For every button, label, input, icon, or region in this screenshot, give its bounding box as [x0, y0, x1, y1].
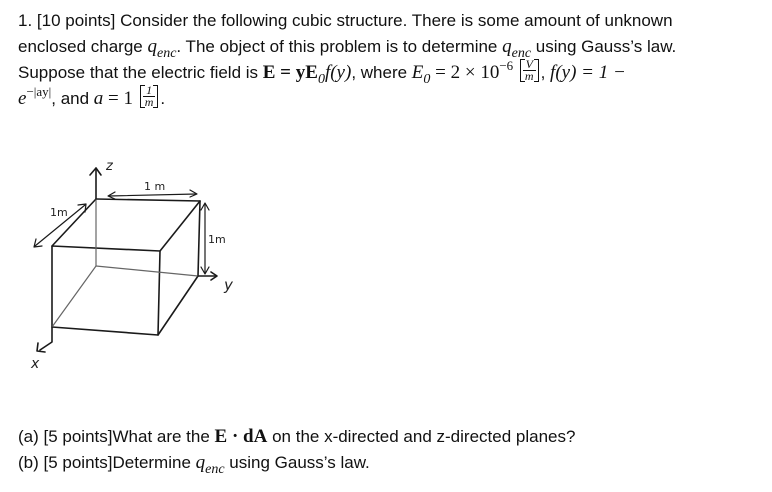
e0-subscript: 0 [423, 72, 431, 87]
exp-power: −|ay| [26, 84, 52, 99]
e0-value: = 2 × 10 [430, 62, 500, 83]
problem-text-1: 1. [10 points] Consider the following cubic structure. There is some amount of unknown [18, 11, 673, 30]
problem-line-4: $e^{-|ay|}$, and a = 1 $\frac{1}{m}$ . [18, 83, 166, 110]
a-value: = 1 [103, 88, 134, 109]
q-symbol: q [195, 452, 206, 473]
question-b-text-2: using Gauss’s law. [224, 453, 370, 472]
unit-per-m: $\frac{1}{m}$ [140, 85, 159, 108]
problem-text-4a: , and [51, 89, 94, 108]
a-symbol: a [93, 88, 104, 109]
question-b-text-1: (b) [5 points]Determine [18, 453, 196, 472]
x-axis [40, 327, 52, 350]
e-dot-da: E · dA [214, 426, 268, 447]
y-axis-label: y [224, 276, 233, 294]
e-field-tail: f(y) [324, 62, 352, 83]
e0-symbol: E [411, 62, 424, 83]
question-a-text-1: (a) [5 points]What are the [18, 427, 215, 446]
cube-bottom-right-edge [158, 276, 198, 335]
q-subscript: enc [156, 46, 177, 61]
dim-top-label: 1 m [144, 180, 166, 193]
dim-top-line [109, 194, 196, 196]
question-a-text-2: on the x-directed and z-directed planes? [267, 427, 576, 446]
problem-text-2c: using Gauss’s law. [531, 37, 677, 56]
q-symbol: q [147, 36, 157, 57]
cube-back-right-edge [198, 201, 200, 276]
cube-hidden-bottom [96, 266, 198, 276]
cube-hidden-diagonal [52, 266, 96, 327]
e-field-expression: E = yE [262, 62, 318, 83]
z-axis-label: z [106, 159, 113, 174]
q-subscript: enc [205, 462, 225, 477]
questions [18, 424, 575, 476]
exp-base: e [18, 88, 27, 109]
cube-top-right-edge [160, 201, 200, 251]
cube-front-face [52, 246, 160, 335]
e-field-subscript: 0 [317, 72, 325, 87]
fy-expression: f(y) = 1 − [550, 62, 626, 83]
dim-left-label: 1m [50, 206, 68, 219]
x-axis-label: x [31, 356, 40, 372]
dim-right-label: 1m [208, 233, 226, 246]
cube-back-top-edge [96, 199, 200, 201]
problem-text-2b: . The object of this problem is to determine [176, 37, 503, 56]
problem-line-3: Suppose that the electric field is $E = yE_0f(y)$, where $E_0 = 2 \times 10^{-6}$ $\frac{V}{m}$ , f(y) = 1 − [18, 57, 626, 87]
question-b [18, 450, 575, 476]
problem-text-3b: , where [351, 63, 412, 82]
question-a [18, 424, 575, 450]
problem-text-2a: enclosed charge [18, 37, 148, 56]
problem-text-3a: Suppose that the electric field is [18, 63, 263, 82]
unit-v-per-m: $\frac{V}{m}$ [520, 59, 539, 82]
q-subscript: enc [511, 46, 532, 61]
q-symbol: q [502, 36, 512, 57]
e0-exponent: −6 [499, 58, 514, 73]
